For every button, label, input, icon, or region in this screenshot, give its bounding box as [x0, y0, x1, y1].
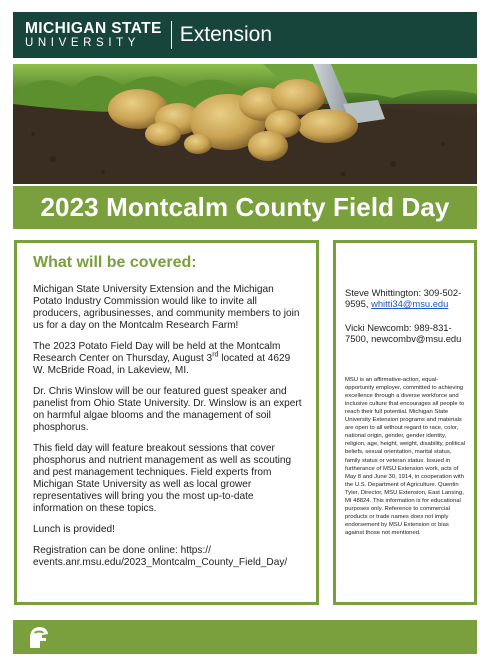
contact-steve-text: Steve Whittington: 309-502-9595,: [345, 287, 462, 310]
date-ordinal: rd: [212, 351, 219, 359]
speaker-paragraph: Dr. Chris Winslow will be our featured guest speaker and panelist from Ohio State University. Dr. Winslow is an expert on harmful algae blooms and the management of soil phosphorus.: [33, 386, 302, 433]
msu-header: [13, 12, 477, 58]
lunch-paragraph: Lunch is provided!: [33, 524, 115, 535]
unit-name: Extension: [179, 23, 273, 46]
section-heading: What will be covered:: [33, 254, 197, 271]
logo-line2: UNIVERSITY: [25, 37, 141, 49]
contact-vicki: Vicki Newcomb: 989-831-7500, newcombv@msu.edu: [345, 321, 462, 345]
logo-line1: MICHIGAN STATE: [25, 19, 162, 37]
title-banner: [13, 186, 477, 229]
main-content-box: [14, 240, 319, 605]
footer-bar: [13, 620, 477, 654]
contact-steve-email-link[interactable]: whitti34@msu.edu: [371, 298, 449, 310]
spartan-helmet-icon: [25, 624, 51, 650]
contact-sidebar: [333, 240, 477, 605]
sessions-paragraph: This field day will feature breakout sessions that cover phosphorus and nutrient management as well as scouting and pest management techniques. Field experts from Michigan State University as well as local grower representatives will bring you the most up-to-date information on these topics.: [33, 443, 292, 514]
contact-steve: [345, 287, 466, 310]
potato-photo: [13, 64, 477, 184]
msu-logo: [25, 21, 162, 50]
event-title: 2023 Montcalm County Field Day: [40, 192, 450, 222]
date-location-paragraph: [33, 341, 302, 377]
header-divider: [171, 21, 172, 49]
msu-disclaimer: MSU is an affirmative-action, equal-opportunity employer, committed to achieving excellence through a diverse workforce and inclusive culture that encourages all people to reach their full potential. Michigan State University Extension programs and materials are open to all without regard to race, color, national origin, gender, gender identity, religion, age, height, weight, disability, political beliefs, sexual orientation, marital status, family status or veteran status. Issued in furtherance of MSU Extension work, acts of May 8 and June 30, 1914, in cooperation with the U.S. Department of Agriculture. Quentin Tyler, Director, MSU Extension, East Lansing, MI 48824. This information is for educational purposes only. Reference to commercial products or trade names does not imply endorsement by MSU Extension or bias against those not mentioned.: [345, 376, 466, 537]
intro-paragraph: Michigan State University Extension and the Michigan Potato Industry Commission would like to invite all producers, agribusinesses, and community members to join us for a day on the Montcalm Research Farm!: [33, 284, 300, 331]
registration-paragraph: Registration can be done online: https:// events.anr.msu.edu/2023_Montcalm_County_Field_Day/: [33, 545, 288, 568]
date-text-before: The 2023 Potato Field Day will be held at the Montcalm Research Center on Thursday, August 3: [33, 341, 281, 364]
date-text-after: located at 4629 W. McBride Road, in Lakeview, MI.: [33, 353, 291, 376]
